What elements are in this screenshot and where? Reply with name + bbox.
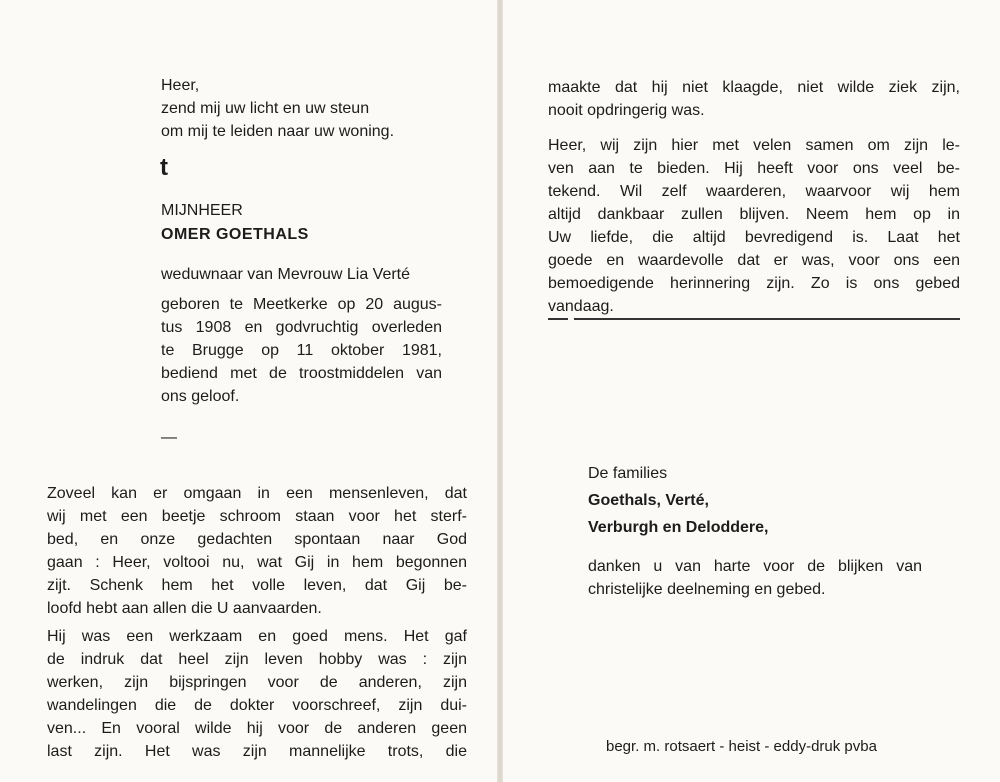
prayer-line: Heer, — [161, 77, 200, 94]
family-names-line: Verburgh en Deloddere, — [588, 519, 769, 536]
prayer-line: om mij te leiden naar uw woning. — [161, 123, 395, 140]
reflection-paragraph-3 — [548, 76, 960, 122]
text-line: werken, zijn bijspringen voor de anderen, zijn — [47, 674, 467, 691]
text-line: maakte dat hij niet klaagde, niet wilde ziek zijn, — [548, 79, 960, 96]
text-line: nooit opdringerig was. — [548, 102, 705, 119]
details-line: bediend met de troostmiddelen van — [161, 365, 442, 382]
printer-credit: begr. m. rotsaert - heist - eddy-druk pvba — [606, 738, 877, 755]
families-intro: De families — [588, 465, 668, 482]
reflection-paragraph-2 — [47, 625, 467, 763]
text-line: vandaag. — [548, 298, 614, 315]
deceased-title: MIJNHEER — [161, 202, 243, 219]
thanks-message — [588, 555, 922, 601]
family-names-line: Goethals, Verté, — [588, 492, 709, 509]
text-line: ven... En vooral wilde hij voor de anderen geen — [47, 720, 467, 737]
text-line: zijt. Schenk hem het volle leven, dat Gij be- — [47, 577, 467, 594]
text-line: tekend. Wil zelf waarderen, waarvoor wij hem — [548, 183, 960, 200]
deceased-name: OMER GOETHALS — [161, 226, 309, 243]
text-line: danken u van harte voor de blijken van — [588, 558, 922, 575]
widower-line: weduwnaar van Mevrouw Lia Verté — [161, 266, 411, 283]
text-line: wij met een beetje schroom staan voor het sterf- — [47, 508, 467, 525]
divider-line — [574, 318, 960, 320]
divider-short — [548, 318, 568, 320]
prayer-paragraph — [548, 134, 960, 318]
reflection-paragraph-1 — [47, 482, 467, 620]
text-line: gaan : Heer, voltooi nu, wat Gij in hem begonnen — [47, 554, 467, 571]
text-line: altijd dankbaar zullen blijven. Neem hem op in — [548, 206, 960, 223]
text-line: Zoveel kan er omgaan in een mensenleven, dat — [47, 485, 467, 502]
text-line: ven aan te bieden. Hij heeft voor ons veel be- — [548, 160, 960, 177]
details-line: tus 1908 en godvruchtig overleden — [161, 319, 442, 336]
text-line: Uw liefde, die altijd bevredigend is. Laat het — [548, 229, 960, 246]
details-line: te Brugge op 11 oktober 1981, — [161, 342, 442, 359]
text-line: Heer, wij zijn hier met velen samen om zijn le- — [548, 137, 960, 154]
text-line: christelijke deelneming en gebed. — [588, 581, 826, 598]
text-line: bemoedigende herinnering zijn. Zo is ons gebed — [548, 275, 960, 292]
text-line: last zijn. Het was zijn mannelijke trots, die — [47, 743, 467, 760]
separator-dash: — — [161, 429, 177, 446]
text-line: loofd hebt aan allen die U aanvaarden. — [47, 600, 322, 617]
birth-death-details — [161, 293, 442, 408]
opening-prayer — [161, 74, 394, 143]
text-line: de indruk dat heel zijn leven hobby was : zijn — [47, 651, 467, 668]
text-line: wandelingen die de dokter voorschreef, zijn dui- — [47, 697, 467, 714]
cross-symbol: t — [160, 154, 168, 181]
details-line: ons geloof. — [161, 388, 240, 405]
details-line: geboren te Meetkerke op 20 augus- — [161, 296, 442, 313]
text-line: bed, en onze gedachten spontaan naar God — [47, 531, 467, 548]
text-line: goede en waardevolle dat er was, voor ons een — [548, 252, 960, 269]
text-line: Hij was een werkzaam en goed mens. Het gaf — [47, 628, 467, 645]
prayer-line: zend mij uw licht en uw steun — [161, 100, 370, 117]
